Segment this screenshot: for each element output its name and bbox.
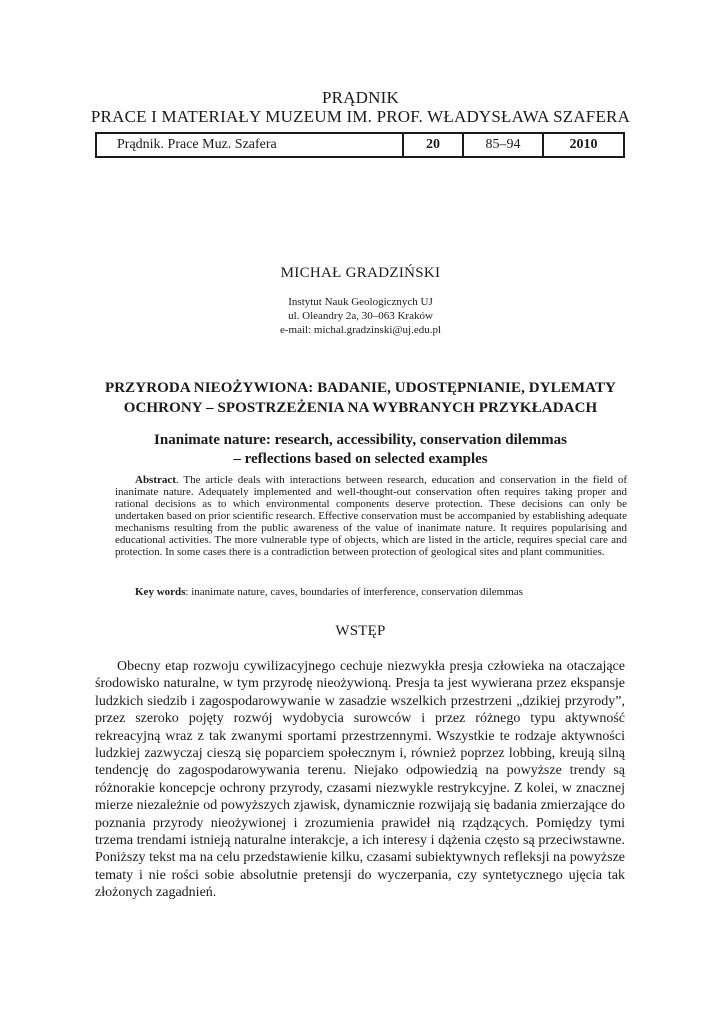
abstract-text: . The article deals with interactions between research, education and conservation in the field of inanimate nature. Adequately implemented and well-thought-out conservation often requires taking proper and rational decisions as to which environmental components deserve protection. These decisions can only be undertaken based on prior scientific research. Effective conservation must be accompanied by establishing adequate mechanisms resulting from the public awareness of the value of inanimate nature. It requires popularising and educational activities. The more vulnerable type of objects, which are listed in the article, requires special care and protection. In some cases there is a contradiction between protection of geological sites and plant communities. bbox=[115, 474, 627, 558]
author-name: MICHAŁ GRADZIŃSKI bbox=[280, 265, 441, 281]
keywords bbox=[135, 586, 523, 598]
title-polish-line2: OCHRONY – SPOSTRZEŻENIA NA WYBRANYCH PRZYKŁADACH bbox=[123, 400, 598, 416]
citation-journal-short-name: Prądnik. Prace Muz. Szafera bbox=[97, 134, 404, 156]
title-english-line2: – reflections based on selected examples bbox=[233, 451, 488, 467]
citation-year: 2010 bbox=[569, 137, 598, 152]
affiliation-email: e-mail: michal.gradzinski@uj.edu.pl bbox=[279, 324, 442, 336]
keywords-label: Key words bbox=[135, 586, 186, 598]
section-heading: WSTĘP bbox=[335, 623, 386, 639]
citation-pages: 85–94 bbox=[464, 134, 544, 156]
journal-name: PRĄDNIK bbox=[322, 88, 399, 107]
body-paragraph: Obecny etap rozwoju cywilizacyjnego cechuje niezwykła presja człowieka na otaczające środowisko naturalne, w tym przyrodę nieożywioną. Presja ta jest wywierana przez ekspansje ludzkich siedzib i zagospodarowywanie w zasadzie wszelkich przestrzeni „dzikiej przyrody”, przez szeroko pojęty rozwój wydobycia surowców i przez różnego typu aktywność rekreacyjną wraz z tak zwanymi sportami przestrzennymi. Wszystkie te rodzaje aktywności ludzkiej zazwyczaj cieszą się poparciem społecznym i, również poprzez lobbing, kreują silną tendencję do zagospodarowywania terenu. Niejako odpowiedzią na powyższe trendy są różnorakie koncepcje ochrony przyrody, czasami niezwykle restrykcyjne. Z kolei, w znacznej mierze niezależnie od powyższych zjawisk, dynamicznie rozwijają się badania zmierzające do poznania przyrody nieożywionej i zrozumienia prawideł nią rządzących. Pomiędzy tymi trzema trendami istnieją naturalne interakcje, a ich interesy i dążenia często są przeciwstawne. Poniższy tekst ma na celu przedstawienie kilku, czasami subiektywnych refleksji na powyższe tematy i nie rości sobie absolutnie pretensji do wyczerpania, czy syntetycznego ujęcia tak złożonych zagadnień. bbox=[95, 659, 625, 901]
affiliation-institute: Instytut Nauk Geologicznych UJ bbox=[288, 296, 433, 308]
abstract-label: Abstract bbox=[135, 474, 176, 486]
title-polish-line1: PRZYRODA NIEOŻYWIONA: BADANIE, UDOSTĘPNIANIE, DYLEMATY bbox=[104, 380, 616, 396]
citation-volume: 20 bbox=[404, 134, 464, 156]
keywords-text: : inanimate nature, caves, boundaries of interference, conservation dilemmas bbox=[185, 586, 523, 598]
citation-box bbox=[95, 132, 625, 158]
affiliation-address: ul. Oleandry 2a, 30–063 Kraków bbox=[288, 310, 433, 322]
title-english-line1: Inanimate nature: research, accessibility, conservation dilemmas bbox=[154, 432, 567, 448]
abstract bbox=[115, 474, 627, 558]
journal-subtitle: PRACE I MATERIAŁY MUZEUM IM. PROF. WŁADYSŁAWA SZAFERA bbox=[90, 107, 631, 126]
